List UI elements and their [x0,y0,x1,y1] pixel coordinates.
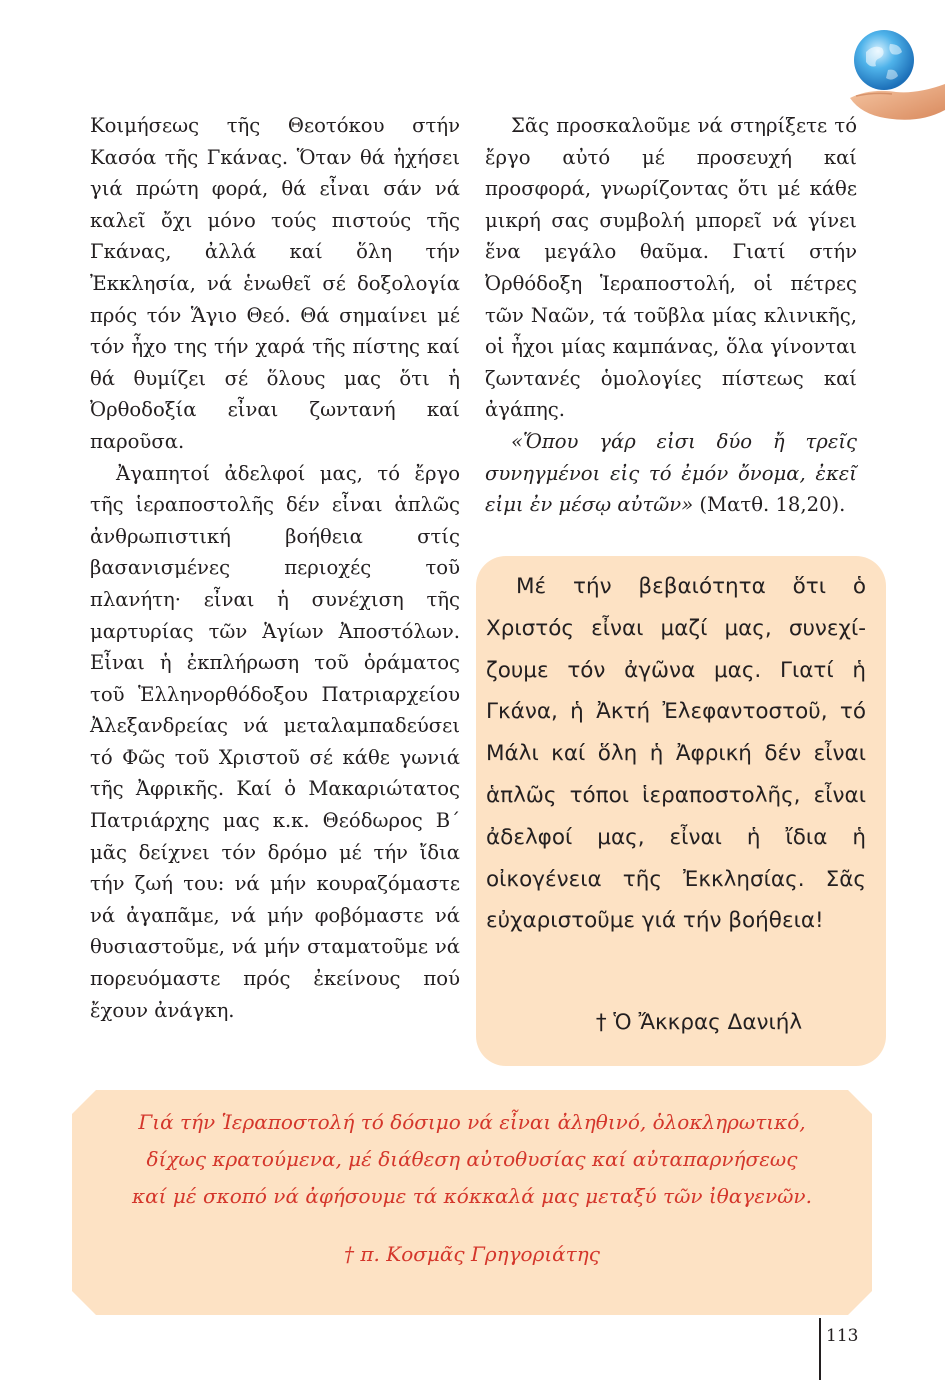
left-paragraph-2: Ἀγαπητοί ἀδελφοί μας, τό ἔργο τῆς ἱεραποστολῆς δέν εἶναι ἁπλῶς ἀνθρωπιστική βοήθεια στίς βασανισμένες περιοχές τοῦ πλανήτη· εἶναι ἡ συνέχιση τῆς μαρτυρίας τῶν Ἁγίων Ἀποστόλων. Εἶναι ἡ ἐκπλήρωση τοῦ ὁράματος τοῦ Ἑλληνορθόδοξου Πατριαρχείου Ἀλεξανδρείας νά μεταλαμπαδεύσει τό Φῶς τοῦ Χριστοῦ σέ κάθε γωνιά τῆς Ἀφρικῆς. Καί ὁ Μακαριώτατος Πατριάρχης μας κ.κ. Θεόδωρος Β΄ μᾶς δείχνει τόν δρόμο μέ τήν ἴδια τήν ζωή του: νά μήν κουραζόμαστε νά ἀγαπᾶμε, νά μήν φοβόμαστε νά θυσιαστοῦμε, νά μήν σταματοῦμε νά πορευόμαστε πρός ἐκείνους πού ἔχουν ἀνάγκη. [90,461,460,1022]
left-column [90,110,460,1026]
quote-line-1: Γιά τήν Ἱεραποστολή τό δόσιμο νά εἶναι ἀληθινό, ὁλοκληρωτικό, [138,1110,806,1134]
bishop-message-box [476,556,886,1066]
scripture-reference: (Ματθ. 18,20). [693,493,846,517]
bishop-message-text: Μέ τήν βεβαιότητα ὅτι ὁ Χριστός εἶναι μαζί μας, συνεχίζουμε τόν ἀγῶνα μας. Γιατί ἡ Γκάνα, ἡ Ἀκτή Ἐλεφαντοστοῦ, τό Μάλι καί ὅλη ἡ Ἀφρική δέν εἶναι ἁπλῶς τόποι ἱεραποστολῆς, εἶναι ἀδελφοί μας, εἶναι ἡ ἴδια ἡ οἰκογένεια τῆς Ἐκκλησίας. Σᾶς εὐχαριστοῦμε γιά τήν βοήθεια! [486,574,866,934]
right-column [485,110,857,521]
left-paragraph-1: Κοιμήσεως τῆς Θεοτόκου στήν Κασόα τῆς Γκάνας. Ὅταν θά ἠχήσει γιά πρώτη φορά, θά εἶναι σάν νά καλεῖ ὄχι μόνο τούς πιστούς τῆς Γκάνας, ἀλλά καί ὅλη τήν Ἐκκλησία, νά ἑνωθεῖ σέ δοξολογία πρός τόν Ἅγιο Θεό. Θά σημαίνει μέ τόν ἦχο της τήν χαρά τῆς πίστης καί θά θυμίζει σέ ὅλους μας ὅτι ἡ Ὀρθοδοξία εἶναι ζωντανή καί παροῦσα. [90,114,460,453]
scripture-quote: «Ὅπου γάρ εἰσι δύο ἤ τρεῖς συνηγμένοι εἰς τό ἐμόν ὄνομα, ἐκεῖ εἰμι ἐν μέσῳ αὐτῶν» [485,429,857,517]
quote-signature: † π. Κοσμᾶς Γρηγοριάτης [344,1242,600,1266]
page-number: 113 [826,1326,859,1346]
right-paragraph-1: Σᾶς προσκαλοῦμε νά στηρίξετε τό ἔργο αὐτό μέ προσευχή καί προσφορά, γνωρίζοντας ὅτι μέ κάθε μικρή σας συμβολή μπορεῖ νά γίνει ἕνα μεγάλο θαῦμα. Γιατί στήν Ὀρθόδοξη Ἱεραποστολή, οἱ πέτρες τῶν Ναῶν, τά τοῦβλα μίας κλινικῆς, οἱ ἦχοι μίας καμπάνας, ὅλα γίνονται ζωντανές ὁμολογίες πίστεως καί ἀγάπης. [485,114,857,422]
scripture-paragraph [485,426,857,521]
page-number-rule [819,1318,821,1380]
bishop-signature: † Ὁ Ἄκκρας Δανιήλ [595,1010,803,1035]
quote-line-2: δίχως κρατούμενα, μέ διάθεση αὐτοθυσίας καί αὐταπαρνήσεως [146,1147,798,1171]
quote-line-3: καί μέ σκοπό νά ἀφήσουμε τά κόκκαλά μας μεταξύ τῶν ἰθαγενῶν. [132,1184,812,1208]
quote-text [94,1104,850,1215]
